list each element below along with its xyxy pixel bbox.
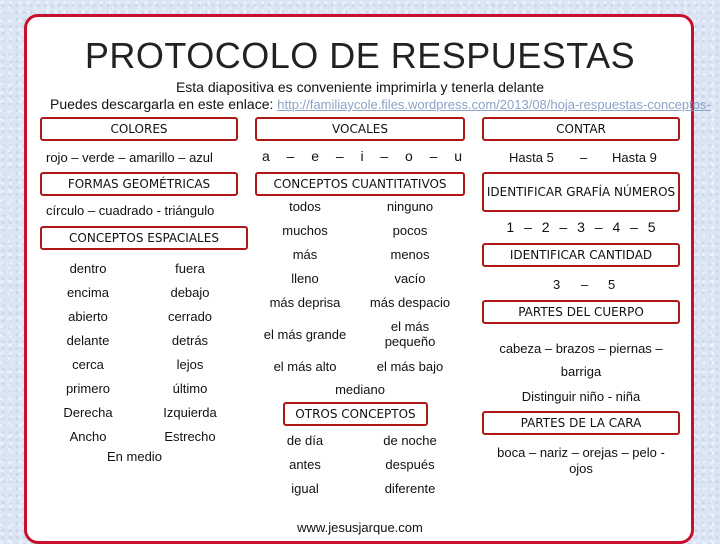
otros-header: OTROS CONCEPTOS <box>283 402 428 426</box>
espacial-row <box>40 424 250 448</box>
cuantitativo-row <box>255 354 465 378</box>
otro-row <box>255 476 465 500</box>
espacial-left: delante <box>66 332 110 348</box>
download-text: Puedes descargarla en este enlace: <box>50 96 274 112</box>
footer-url: www.jesusjarque.com <box>297 520 423 535</box>
contar-b: Hasta 9 <box>612 150 657 165</box>
otro-left: de día <box>286 432 324 448</box>
vocales-header: VOCALES <box>255 117 465 141</box>
espacial-right: detrás <box>171 332 209 348</box>
cara-header: PARTES DE LA CARA <box>482 411 680 435</box>
cuantitativo-left: el más grande <box>263 326 347 342</box>
grafia-items: 1 – 2 – 3 – 4 – 5 <box>506 219 656 235</box>
espacial-row <box>40 328 250 352</box>
distinguir: Distinguir niño - niña <box>521 389 641 404</box>
vocal-item: a <box>262 148 270 164</box>
vocal-separator: – <box>380 148 389 164</box>
espacial-left: encima <box>67 284 109 300</box>
cuantitativo-left: lleno <box>291 270 319 286</box>
cuantitativos-header: CONCEPTOS CUANTITATIVOS <box>255 172 465 196</box>
cuantitativo-right: vacío <box>394 270 426 286</box>
espacial-right: cerrado <box>167 308 213 324</box>
espacial-row <box>40 304 250 328</box>
otro-row <box>255 452 465 476</box>
espacial-left: abierto <box>68 308 108 324</box>
subtitle: Esta diapositiva es conveniente imprimirla y tenerla delante <box>175 79 545 95</box>
espacial-left: Ancho <box>69 428 107 444</box>
otro-left: igual <box>291 480 319 496</box>
cantidad-dash: – <box>581 277 589 292</box>
download-link[interactable]: http://familiaycole.files.wordpress.com/2013/08/hoja-respuestas-conceptos- <box>277 97 711 112</box>
espacial-right: debajo <box>170 284 210 300</box>
cuantitativo-row <box>255 290 465 314</box>
download-line <box>50 96 711 112</box>
cuantitativo-row <box>255 218 465 242</box>
espacial-right: fuera <box>175 260 205 276</box>
otro-right: después <box>385 456 435 472</box>
cuerpo-header: PARTES DEL CUERPO <box>482 300 680 324</box>
formas-header: FORMAS GEOMÉTRICAS <box>40 172 238 196</box>
cuantitativo-left: más deprisa <box>269 294 341 310</box>
en-medio: En medio <box>107 449 162 464</box>
cuantitativo-row <box>255 242 465 266</box>
cuantitativo-row <box>255 314 465 354</box>
espacial-left: dentro <box>69 260 107 276</box>
cuantitativo-left: más <box>292 246 318 262</box>
vocal-item: u <box>454 148 462 164</box>
otro-row <box>255 428 465 452</box>
espaciales-list <box>40 256 250 448</box>
espacial-right: último <box>172 380 208 396</box>
cuantitativo-row <box>255 266 465 290</box>
espacial-left: Derecha <box>63 404 113 420</box>
cuerpo-items-2: barriga <box>560 364 602 379</box>
mediano: mediano <box>335 382 385 397</box>
colores-items: rojo – verde – amarillo – azul <box>46 150 213 165</box>
espacial-right: lejos <box>176 356 204 372</box>
cantidad-a: 3 <box>553 277 561 292</box>
espacial-row <box>40 256 250 280</box>
cuantitativo-left: el más alto <box>273 358 337 374</box>
espacial-row <box>40 400 250 424</box>
vocal-separator: – <box>286 148 295 164</box>
espaciales-header: CONCEPTOS ESPACIALES <box>40 226 248 250</box>
formas-items: círculo – cuadrado - triángulo <box>46 203 215 218</box>
cuantitativo-right: el más bajo <box>376 358 444 374</box>
cuantitativo-right: menos <box>390 246 430 262</box>
contar-a: Hasta 5 <box>509 150 554 165</box>
vocal-item: i <box>360 148 364 164</box>
vocal-item: o <box>404 148 413 164</box>
espacial-left: cerca <box>72 356 104 372</box>
espacial-row <box>40 376 250 400</box>
otro-right: de noche <box>383 432 437 448</box>
espacial-row <box>40 280 250 304</box>
espacial-row <box>40 352 250 376</box>
espacial-left: primero <box>65 380 111 396</box>
cuantitativo-left: todos <box>289 198 321 214</box>
cuantitativo-right: ninguno <box>386 198 434 214</box>
cuantitativo-right: más despacio <box>369 294 451 310</box>
otros-list <box>255 428 465 500</box>
cuantitativo-right: el más pequeño <box>384 319 436 349</box>
cuantitativo-right: pocos <box>392 222 428 238</box>
vocal-separator: – <box>335 148 344 164</box>
cuerpo-items: cabeza – brazos – piernas – <box>499 341 663 356</box>
cara-items: boca – nariz – orejas – pelo - ojos <box>497 445 665 476</box>
cuantitativo-row <box>255 194 465 218</box>
cantidad-header: IDENTIFICAR CANTIDAD <box>482 243 680 267</box>
grafia-header: IDENTIFICAR GRAFÍA NÚMEROS <box>482 172 680 212</box>
contar-dash: – <box>580 150 588 165</box>
espacial-right: Estrecho <box>164 428 216 444</box>
cantidad-b: 5 <box>608 277 616 292</box>
vocales-row <box>262 148 462 164</box>
vocal-item: e <box>311 148 320 164</box>
otro-right: diferente <box>384 480 436 496</box>
contar-header: CONTAR <box>482 117 680 141</box>
page-title: PROTOCOLO DE RESPUESTAS <box>84 35 636 76</box>
otro-left: antes <box>289 456 321 472</box>
cuantitativo-left: muchos <box>282 222 328 238</box>
cuantitativos-list <box>255 194 465 378</box>
colores-header: COLORES <box>40 117 238 141</box>
espacial-right: Izquierda <box>163 404 217 420</box>
vocal-separator: – <box>429 148 438 164</box>
